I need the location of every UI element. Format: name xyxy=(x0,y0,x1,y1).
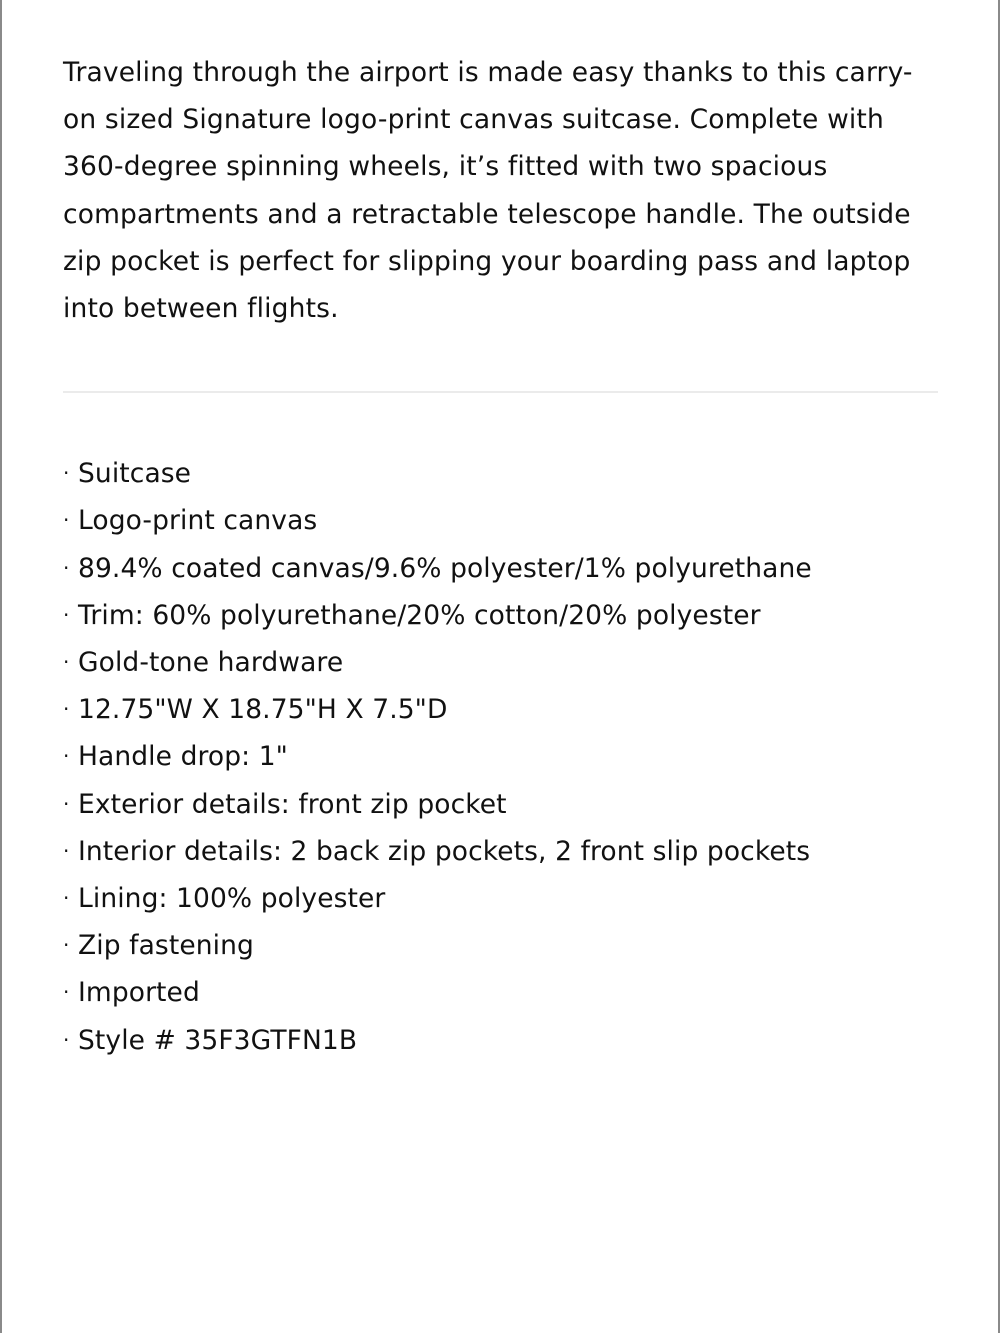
feature-item xyxy=(63,639,938,686)
product-details-panel xyxy=(63,49,938,1064)
bullet-icon: · xyxy=(63,555,70,580)
feature-item xyxy=(63,686,938,733)
feature-item xyxy=(63,450,938,497)
feature-list xyxy=(63,450,938,1064)
feature-text: Handle drop: 1" xyxy=(78,741,288,773)
window-left-border xyxy=(0,0,2,1333)
bullet-icon: · xyxy=(63,602,70,627)
bullet-icon: · xyxy=(63,461,70,486)
feature-text: Trim: 60% polyurethane/20% cotton/20% polyester xyxy=(78,599,761,631)
bullet-icon: · xyxy=(63,744,70,769)
bullet-icon: · xyxy=(63,508,70,533)
feature-text: Lining: 100% polyester xyxy=(78,883,386,915)
feature-text: Interior details: 2 back zip pockets, 2 front slip pockets xyxy=(78,835,811,867)
feature-text: 12.75"W X 18.75"H X 7.5"D xyxy=(78,694,448,726)
bullet-icon: · xyxy=(63,838,70,863)
feature-text: Style # 35F3GTFN1B xyxy=(78,1024,358,1056)
feature-text: Gold-tone hardware xyxy=(78,647,344,679)
feature-text: Zip fastening xyxy=(78,930,254,962)
bullet-icon: · xyxy=(63,1027,70,1052)
feature-item xyxy=(63,592,938,639)
bullet-icon: · xyxy=(63,791,70,816)
feature-text: Suitcase xyxy=(78,458,192,490)
feature-text: Imported xyxy=(78,977,200,1009)
bullet-icon: · xyxy=(63,697,70,722)
product-description: Traveling through the airport is made easy thanks to this carry-on sized Signature logo-print canvas suitcase. Complete with 360-degree spinning wheels, it’s fitted with two spacious compartments and a retractable telescope handle. The outside zip pocket is perfect for slipping your boarding pass and laptop into between flights. xyxy=(63,57,913,325)
feature-item xyxy=(63,497,938,544)
feature-item xyxy=(63,545,938,592)
bullet-icon: · xyxy=(63,980,70,1005)
feature-item xyxy=(63,828,938,875)
feature-item xyxy=(63,781,938,828)
feature-text: 89.4% coated canvas/9.6% polyester/1% polyurethane xyxy=(78,552,812,584)
bullet-icon: · xyxy=(63,933,70,958)
section-divider xyxy=(63,391,938,393)
feature-item xyxy=(63,733,938,780)
feature-item xyxy=(63,969,938,1016)
feature-text: Logo-print canvas xyxy=(78,505,318,537)
feature-item xyxy=(63,1017,938,1064)
feature-text: Exterior details: front zip pocket xyxy=(78,788,507,820)
feature-item xyxy=(63,875,938,922)
bullet-icon: · xyxy=(63,886,70,911)
bullet-icon: · xyxy=(63,650,70,675)
feature-item xyxy=(63,922,938,969)
